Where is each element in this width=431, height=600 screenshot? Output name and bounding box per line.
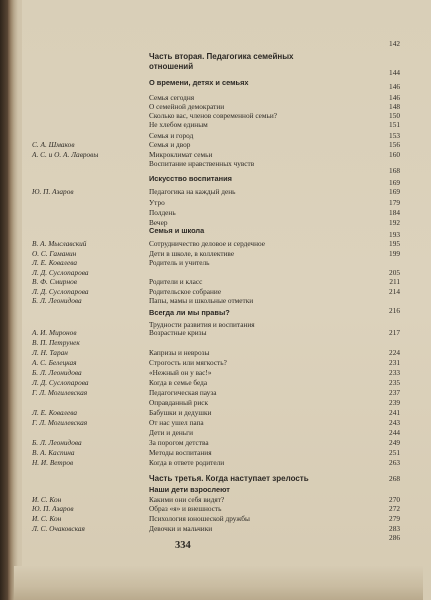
toc-row [0,532,431,543]
toc-page-number: 270 [389,495,400,504]
toc-author: Г. Л. Могилевская [32,388,88,397]
toc-page-number: 151 [389,120,400,129]
toc-title: Родитель и учитель [149,258,210,267]
toc-author: А. С. и О. А. Лавровы [32,150,99,159]
toc-author: В. П. Петрунек [32,338,80,347]
toc-title: «Нежный он у вас!» [149,368,212,377]
toc-title: О семейной демократии [149,102,225,111]
toc-title: Педагогика на каждый день [149,187,236,196]
toc-title: Девочки и мальчики [149,524,213,533]
toc-page-number: 224 [389,348,400,357]
toc-page-number: 148 [389,102,400,111]
toc-page-number: 249 [389,438,400,447]
toc-title: Семья и двор [149,140,191,149]
toc-page-number: 279 [389,514,400,523]
toc-title: Искусство воспитания [149,174,232,183]
toc-title: Не хлебом единым [149,120,208,129]
toc-title: Часть третья. Когда наступает зрелость [149,474,309,483]
toc-author: И. С. Кон [32,495,62,504]
toc-page-number: 153 [389,131,400,140]
toc-title: Когда в ответе родители [149,458,225,467]
toc-title: Родительское собрание [149,287,222,296]
toc-title: Семья сегодня [149,93,195,102]
page-bottom-margin [14,566,423,600]
toc-author: Л. Н. Таран [32,348,68,357]
toc-title: Папы, мамы и школьные отметки [149,296,254,305]
toc-page-number: 251 [389,448,400,457]
toc-author: Л. С. Очаковская [32,524,85,533]
toc-page-number: 243 [389,418,400,427]
toc-title: Педагогическая пауза [149,388,217,397]
toc-page-number: 214 [389,287,400,296]
toc-title: Дети в школе, в коллективе [149,249,235,258]
toc-title: Сколько вас, членов современной семьи? [149,111,277,120]
toc-page-number: 263 [389,458,400,467]
toc-row [0,38,431,49]
toc-page-number: 195 [389,239,400,248]
toc-page-number: 244 [389,428,400,437]
toc-title: отношений [149,62,194,71]
toc-author: С. А. Шмаков [32,140,75,149]
toc-page-number: 241 [389,408,400,417]
toc-author: А. С. Белецкая [32,358,77,367]
toc-page-number: 193 [389,230,400,239]
toc-author: Л. Е. Ковалева [32,258,78,267]
toc-title: Строгость или мягкость? [149,358,227,367]
toc-row [0,473,431,484]
toc-title: Семья и школа [149,226,205,235]
toc-page-number: 272 [389,504,400,513]
toc-page-number: 179 [389,198,400,207]
toc-page-number: 283 [389,524,400,533]
toc-page-number: 144 [389,68,400,77]
toc-title: Дети и деньги [149,428,194,437]
toc-title: Когда в семье беда [149,378,208,387]
toc-title: Микроклимат семьи [149,150,213,159]
toc-author: В. А. Мыславский [32,239,87,248]
toc-page-number: 192 [389,218,400,227]
toc-title: Возрастные кризы [149,328,207,337]
toc-title: Семья и город [149,131,194,140]
toc-page-number: 169 [389,187,400,196]
toc-title: Капризы и неврозы [149,348,210,357]
toc-page-number: 268 [389,474,400,483]
toc-page-number: 239 [389,398,400,407]
toc-title: О времени, детях и семьях [149,78,249,87]
toc-page-number: 146 [389,82,400,91]
toc-author: Ю. П. Азаров [32,504,74,513]
toc-title: Оправданный риск [149,398,209,407]
toc-page-number: 216 [389,306,400,315]
toc-author: О. С. Гаманин [32,249,77,258]
toc-title: От нас ушел папа [149,418,204,427]
toc-title: Вечер [149,218,168,227]
toc-author: Н. И. Ветров [32,458,74,467]
toc-author: Ю. П. Азаров [32,187,74,196]
toc-title: Сотрудничество деловое и сердечное [149,239,265,248]
toc-author: И. С. Кон [32,514,62,523]
toc-title: Всегда ли мы правы? [149,308,230,317]
toc-page-number: 184 [389,208,400,217]
toc-title: Методы воспитания [149,448,212,457]
toc-row [0,307,431,318]
toc-title: За порогом детства [149,438,209,447]
toc-page-number: 168 [389,166,400,175]
toc-row [0,119,431,130]
toc-author: Б. Л. Леонидова [32,368,82,377]
toc-page-number: 146 [389,93,400,102]
toc-author: Г. Л. Могилевская [32,418,88,427]
toc-author: Л. Е. Ковалева [32,408,78,417]
toc-title: Наши дети взрослеют [149,485,230,494]
toc-page-number: 142 [389,39,400,48]
toc-page-number: 160 [389,150,400,159]
toc-row [0,457,431,468]
toc-page-number: 199 [389,249,400,258]
toc-page-number: 235 [389,378,400,387]
toc-author: В. Ф. Смирнов [32,277,77,286]
toc-page-number: 231 [389,358,400,367]
toc-title: Часть вторая. Педагогика семейных [149,52,294,61]
page-number: 334 [175,540,191,551]
toc-title: Бабушки и дедушки [149,408,212,417]
toc-title: Какими они себя видят? [149,495,225,504]
toc-title: Образ «я» и внешность [149,504,222,513]
toc-author: Б. Л. Леонидова [32,438,82,447]
toc-title: Трудности развития и воспитания [149,320,255,329]
toc-page-number: 233 [389,368,400,377]
toc-author: А. И. Миронов [32,328,77,337]
toc-page-number: 156 [389,140,400,149]
toc-title: Родители и класс [149,277,203,286]
toc-author: Б. Л. Леонидова [32,296,82,305]
toc-row [0,81,431,92]
toc-title: Полдень [149,208,176,217]
toc-title: Воспитание нравственных чувств [149,159,255,168]
toc-page-number: 237 [389,388,400,397]
toc-page-number: 217 [389,328,400,337]
toc-author: В. А. Каспина [32,448,75,457]
toc-author: Л. Д. Суслопарова [32,287,89,296]
toc-row [0,186,431,197]
toc-title: Утро [149,198,165,207]
toc-title: Психология юношеской дружбы [149,514,250,523]
toc-page-number: 169 [389,178,400,187]
toc-author: Л. Д. Суслопарова [32,268,89,277]
toc-page-number: 205 [389,268,400,277]
toc-page-number: 286 [389,533,400,542]
toc-author: Л. Д. Суслопарова [32,378,89,387]
toc-page-number: 150 [389,111,400,120]
toc-page-number: 211 [389,277,400,286]
